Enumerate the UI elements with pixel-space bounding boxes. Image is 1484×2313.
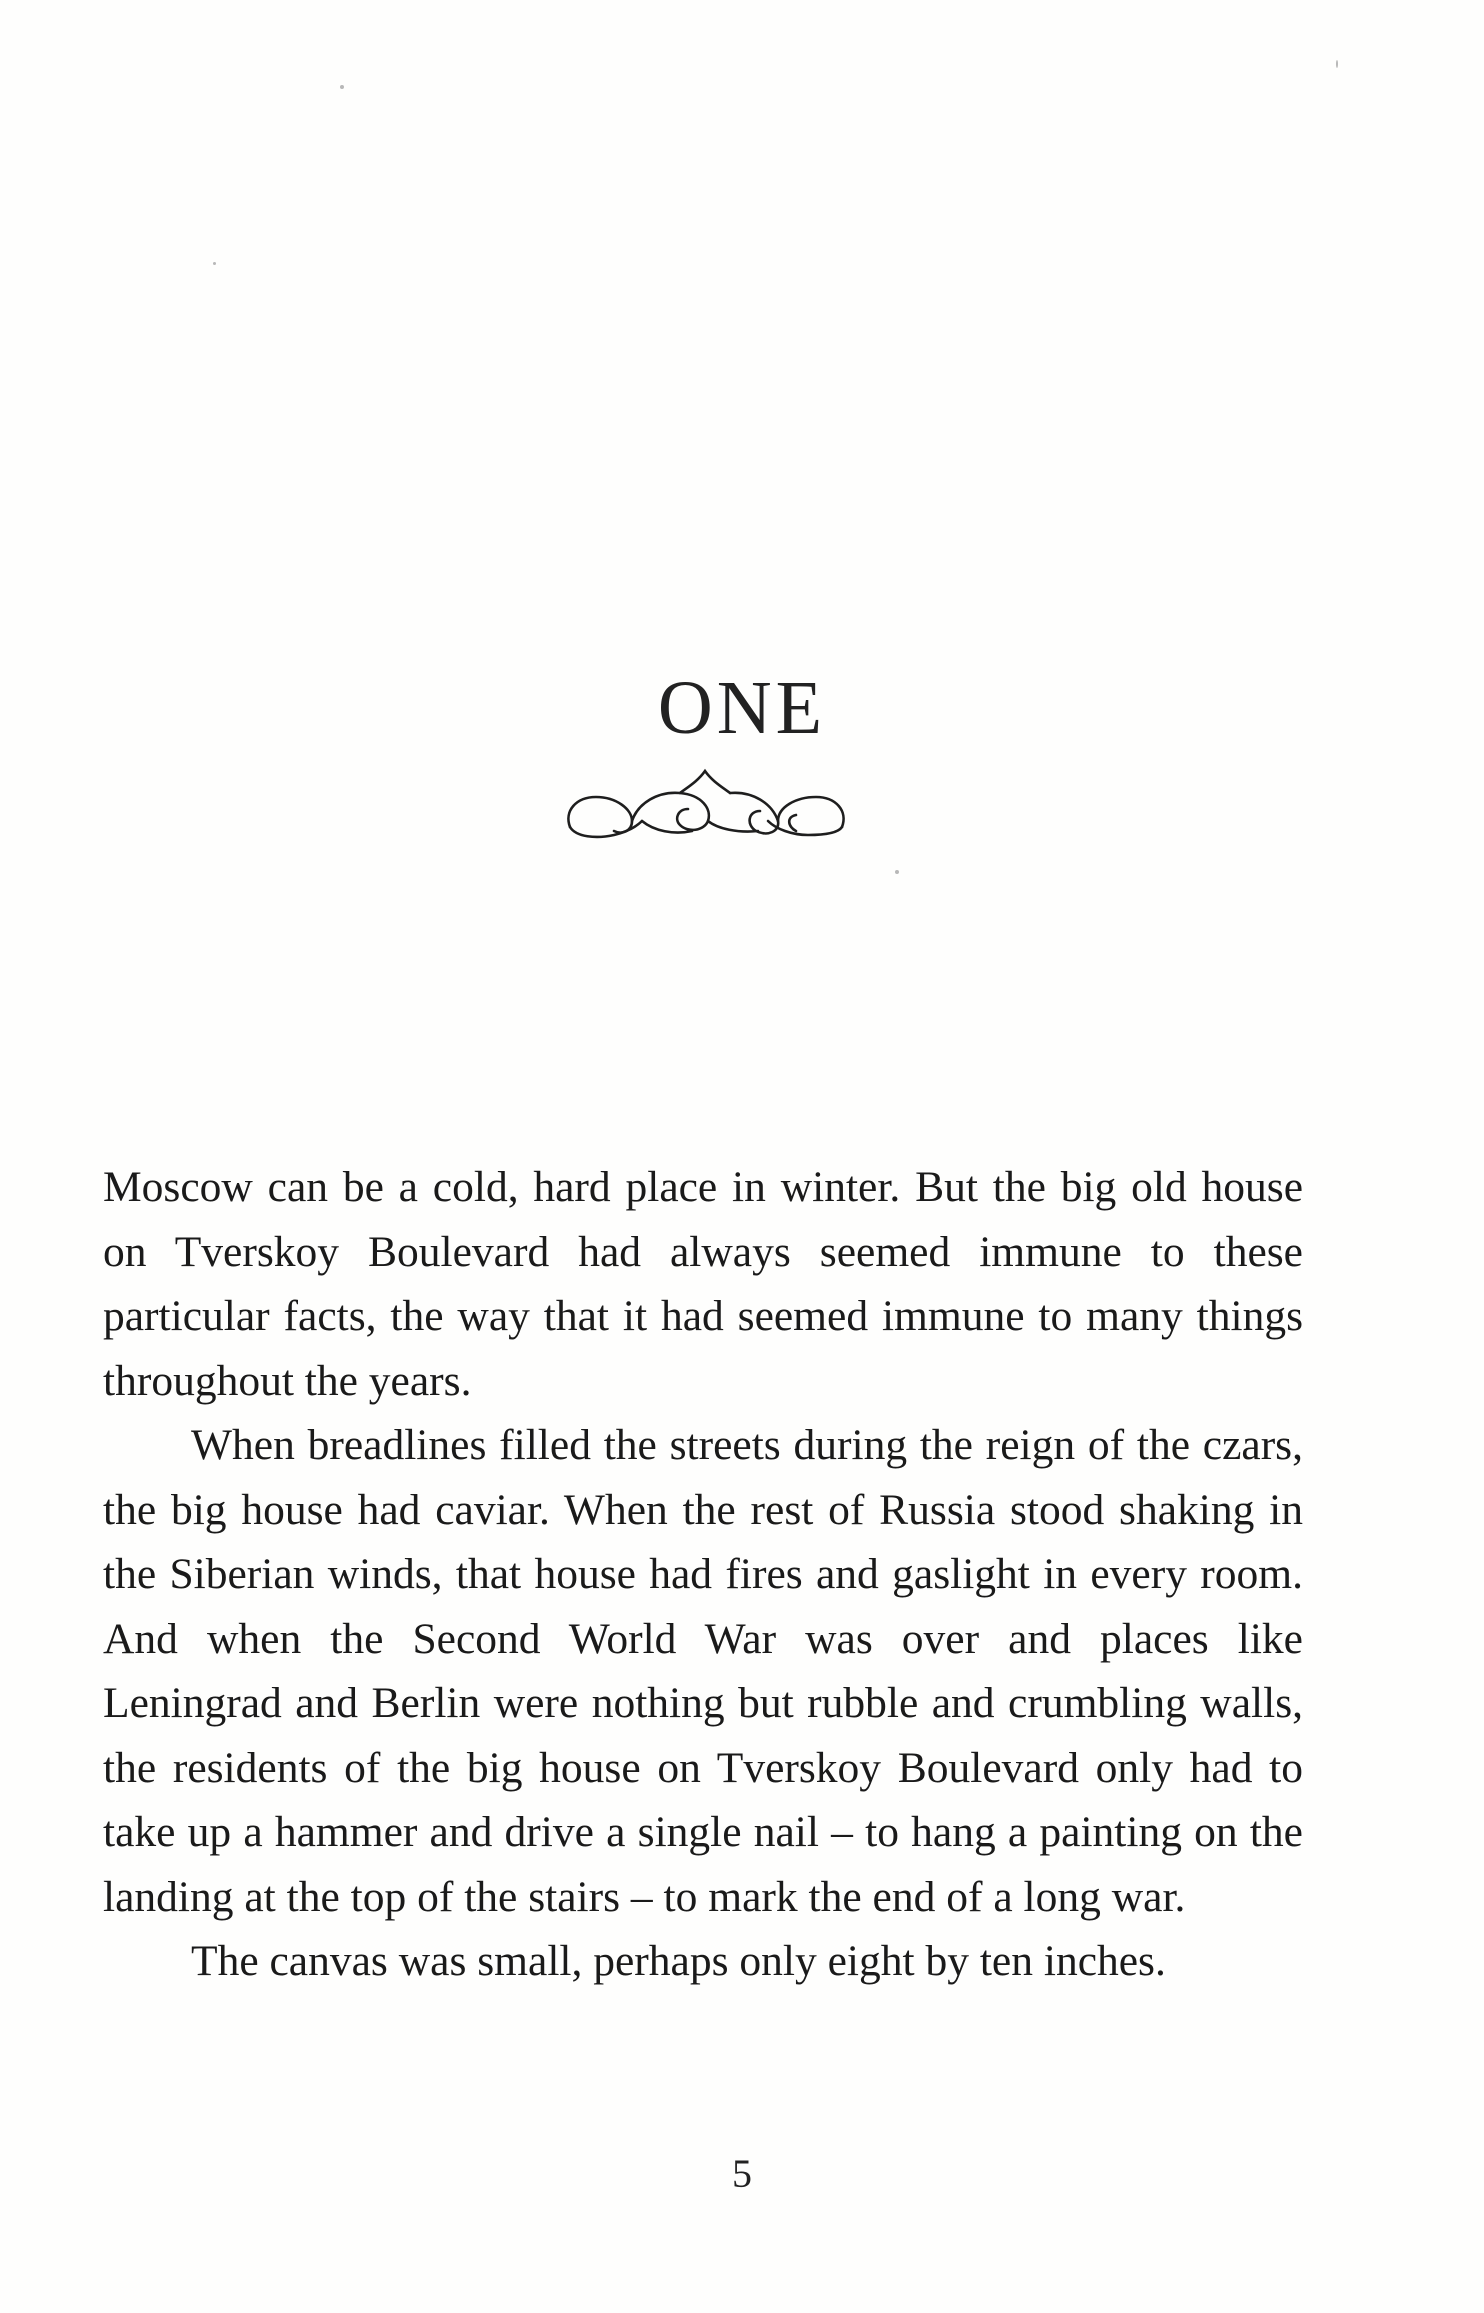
- scroll-flourish-icon: [562, 765, 848, 845]
- scan-speck: [340, 85, 344, 89]
- scan-speck: [1336, 60, 1338, 68]
- scan-speck: [895, 870, 899, 874]
- body-text: [103, 1155, 1303, 1994]
- paragraph: Moscow can be a cold, hard place in winter. But the big old house on Tverskoy Boulevard had always seemed immune to these particular facts, the way that it had seemed immune to many things throughout the years.: [103, 1163, 1303, 1405]
- paragraph: When breadlines filled the streets during the reign of the czars, the big house had caviar. When the rest of Russia stood shaking in the Siberian winds, that house had fires and gaslight in every room. And when the Second World War was over and places like Leningrad and Berlin were nothing but rubble and crumbling walls, the residents of the big house on Tverskoy Boulevard only had to take up a hammer and drive a single nail – to hang a painting on the landing at the top of the stairs – to mark the end of a long war.: [103, 1421, 1303, 1921]
- paragraph: The canvas was small, perhaps only eight by ten inches.: [191, 1937, 1166, 1985]
- chapter-title: ONE: [657, 666, 827, 750]
- page-number: 5: [732, 2151, 752, 2196]
- scan-speck: [213, 262, 216, 265]
